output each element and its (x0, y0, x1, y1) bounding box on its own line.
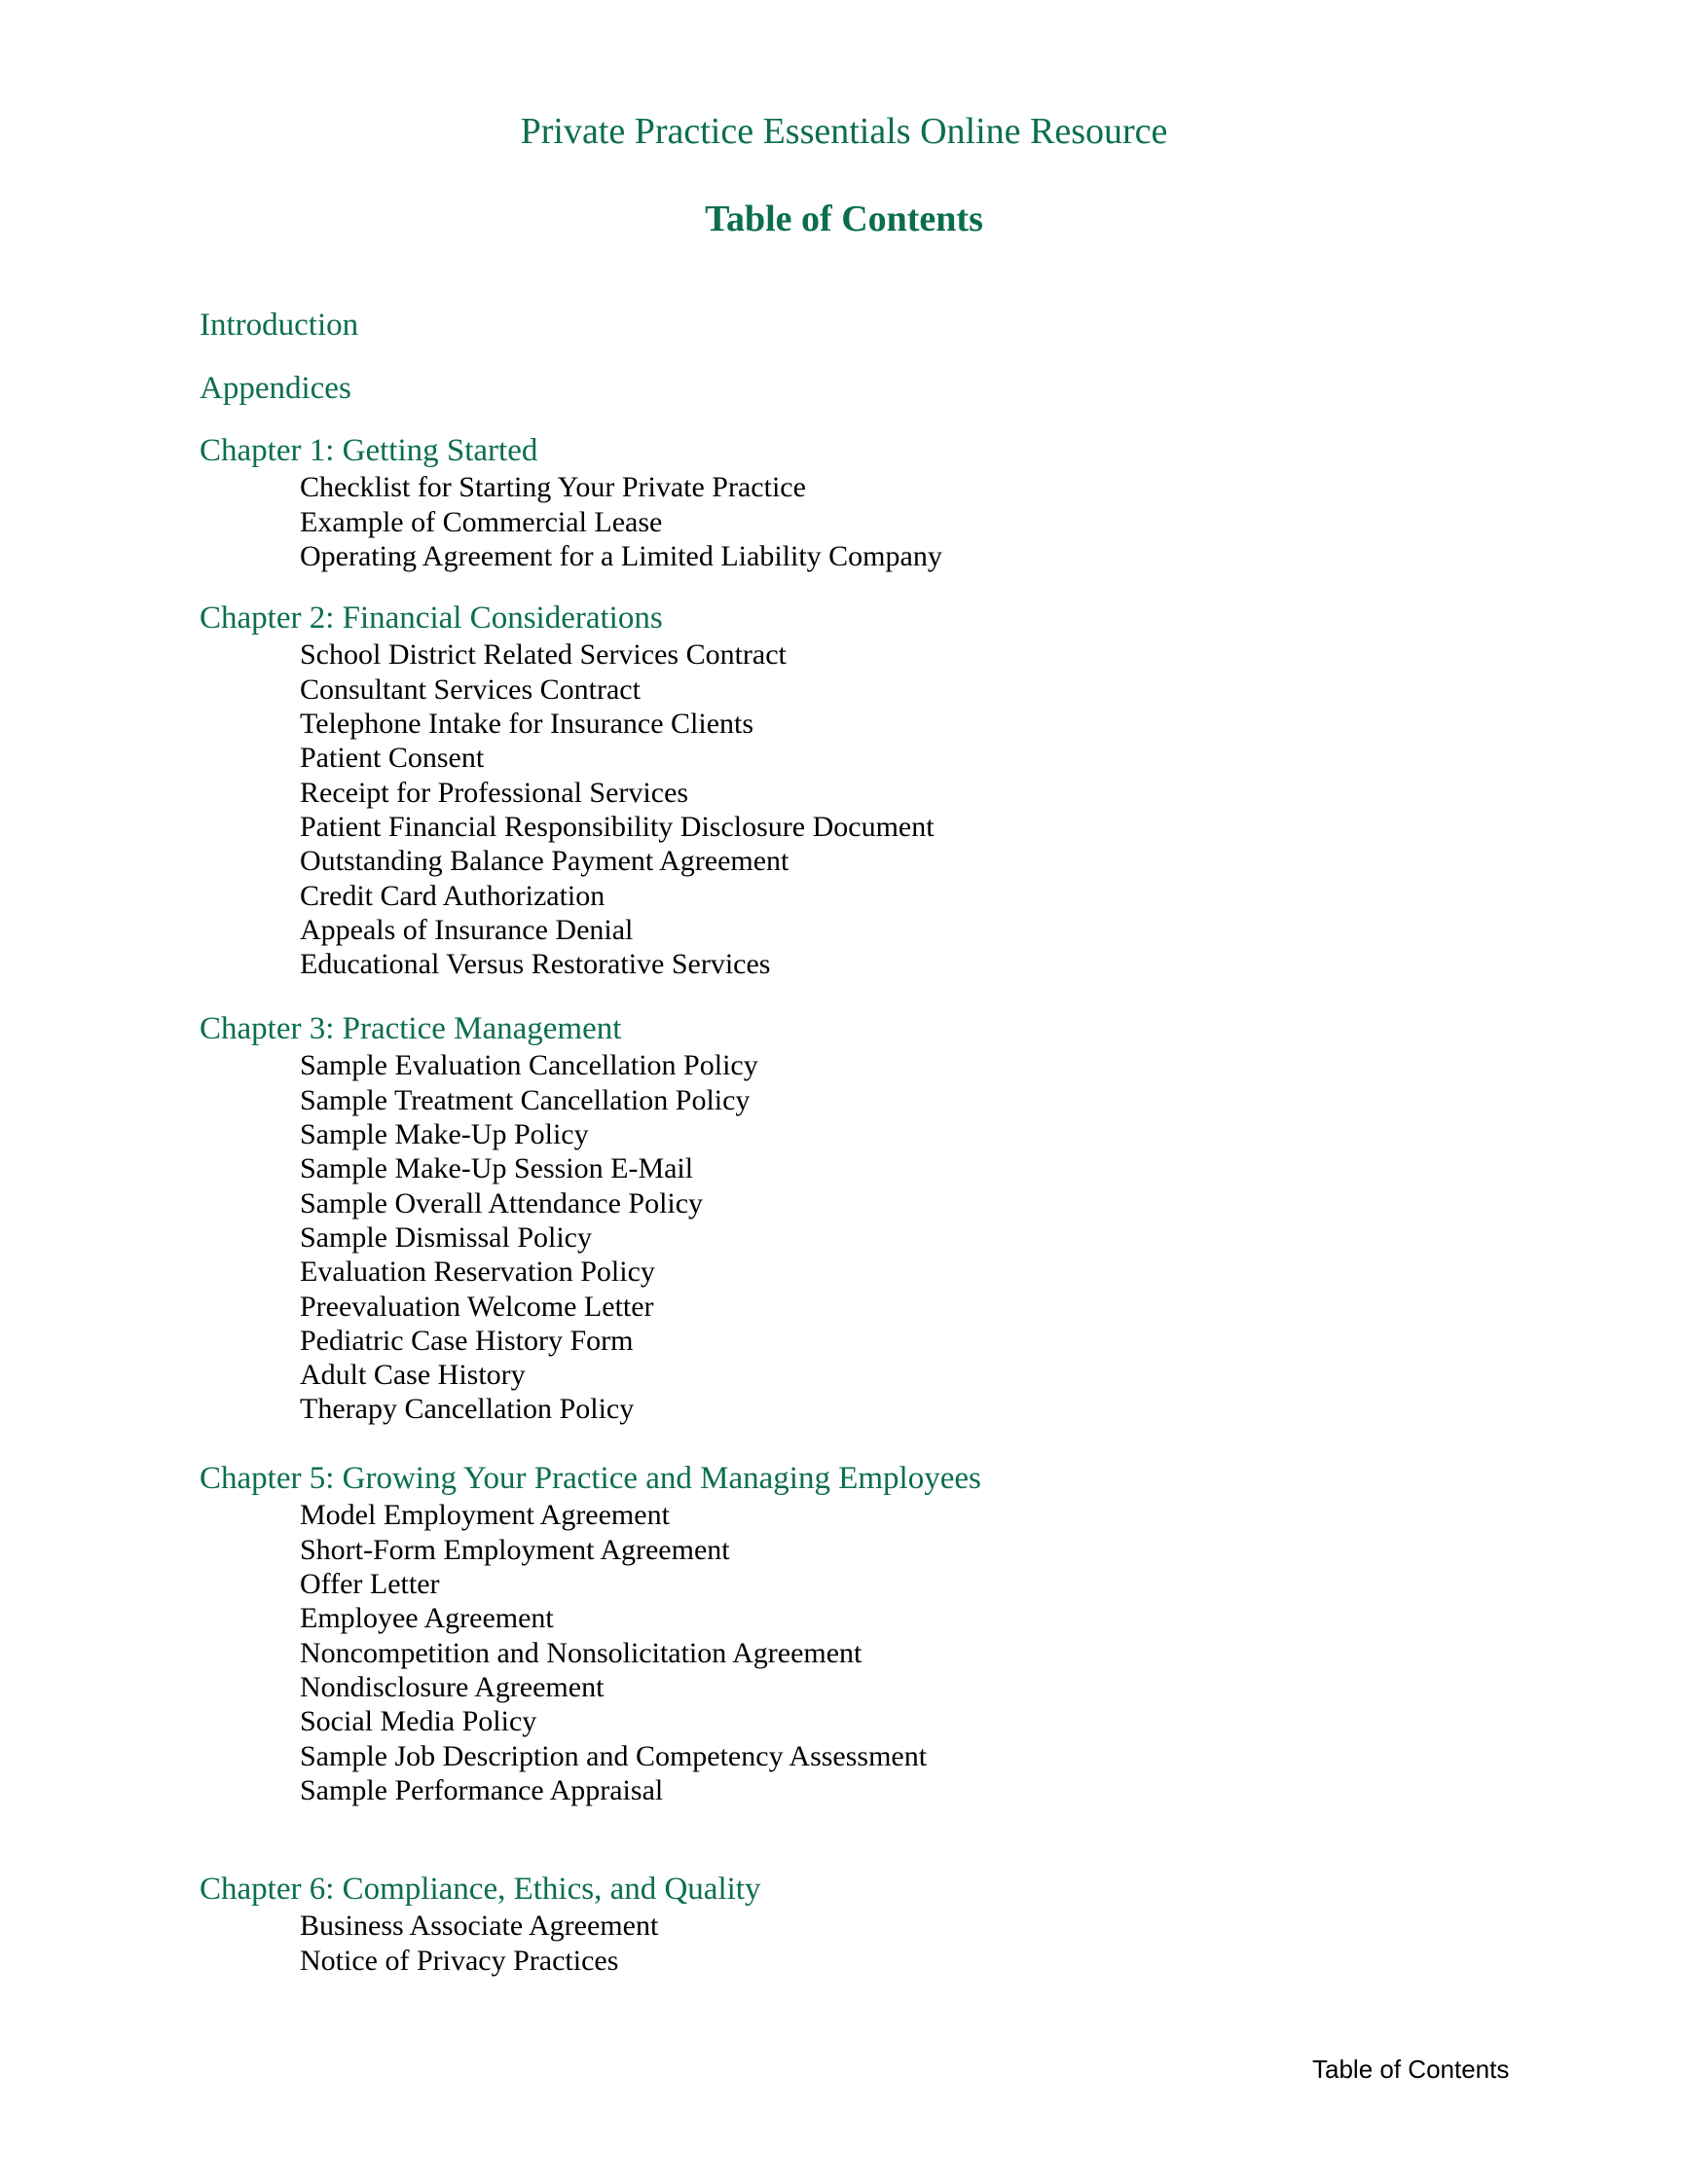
toc-item-link[interactable]: Employee Agreement (300, 1602, 554, 1635)
toc-item-link[interactable]: Notice of Privacy Practices (300, 1944, 619, 1977)
toc-item-link[interactable]: Credit Card Authorization (300, 879, 605, 912)
toc-item-link[interactable]: Receipt for Professional Services (300, 776, 689, 809)
toc-item-link[interactable]: Checklist for Starting Your Private Practice (300, 471, 806, 504)
toc-item-link[interactable]: Consultant Services Contract (300, 673, 641, 706)
toc-item-link[interactable]: Model Employment Agreement (300, 1499, 670, 1532)
toc-item-link[interactable]: Sample Evaluation Cancellation Policy (300, 1049, 758, 1082)
document-title: Private Practice Essentials Online Resource (520, 111, 1168, 152)
toc-item-link[interactable]: Educational Versus Restorative Services (300, 948, 771, 981)
toc-item-link[interactable]: Patient Consent (300, 742, 485, 775)
toc-item-link[interactable]: Sample Overall Attendance Policy (300, 1186, 704, 1219)
toc-item-link[interactable]: Noncompetition and Nonsolicitation Agreement (300, 1636, 862, 1669)
toc-item-link[interactable]: Sample Make-Up Session E-Mail (300, 1152, 694, 1185)
toc-item-link[interactable]: Patient Financial Responsibility Disclosure Document (300, 810, 935, 843)
toc-item-link[interactable]: Operating Agreement for a Limited Liability Company (300, 540, 942, 572)
toc-item-link[interactable]: Sample Performance Appraisal (300, 1773, 664, 1806)
toc-item-link[interactable]: Telephone Intake for Insurance Clients (300, 708, 754, 740)
toc-section-link[interactable]: Chapter 6: Compliance, Ethics, and Quality (200, 1872, 761, 1908)
toc-item-link[interactable]: Preevaluation Welcome Letter (300, 1290, 654, 1323)
toc-item-link[interactable]: Outstanding Balance Payment Agreement (300, 845, 789, 878)
toc-item-link[interactable]: Business Associate Agreement (300, 1910, 659, 1943)
toc-item-link[interactable]: Appeals of Insurance Denial (300, 913, 634, 946)
toc-heading: Table of Contents (705, 199, 983, 239)
toc-item-link[interactable]: Evaluation Reservation Policy (300, 1256, 655, 1289)
toc-item-link[interactable]: Adult Case History (300, 1359, 526, 1392)
toc-section-link[interactable]: Chapter 5: Growing Your Practice and Managing Employees (200, 1461, 981, 1497)
toc-item-link[interactable]: Sample Treatment Cancellation Policy (300, 1083, 751, 1116)
toc-item-link[interactable]: Sample Make-Up Policy (300, 1118, 589, 1150)
toc-section-link[interactable]: Chapter 3: Practice Management (200, 1011, 622, 1047)
toc-item-link[interactable]: Sample Job Description and Competency Assessment (300, 1739, 928, 1772)
toc-section-link[interactable]: Chapter 2: Financial Considerations (200, 601, 663, 637)
toc-item-link[interactable]: Pediatric Case History Form (300, 1324, 634, 1357)
toc-item-link[interactable]: Sample Dismissal Policy (300, 1220, 592, 1254)
toc-item-link[interactable]: Nondisclosure Agreement (300, 1670, 605, 1703)
page-footer: Table of Contents (1312, 2055, 1510, 2084)
toc-item-link[interactable]: Social Media Policy (300, 1705, 537, 1738)
toc-item-link[interactable]: Therapy Cancellation Policy (300, 1393, 635, 1426)
toc-item-link[interactable]: Offer Letter (300, 1568, 440, 1600)
toc-item-link[interactable]: Example of Commercial Lease (300, 505, 663, 538)
toc-section-link[interactable]: Appendices (200, 371, 351, 407)
toc-item-link[interactable]: Short-Form Employment Agreement (300, 1533, 730, 1566)
toc-section-link[interactable]: Introduction (200, 308, 359, 344)
toc-item-link[interactable]: School District Related Services Contract (300, 638, 787, 672)
toc-section-link[interactable]: Chapter 1: Getting Started (200, 433, 538, 469)
